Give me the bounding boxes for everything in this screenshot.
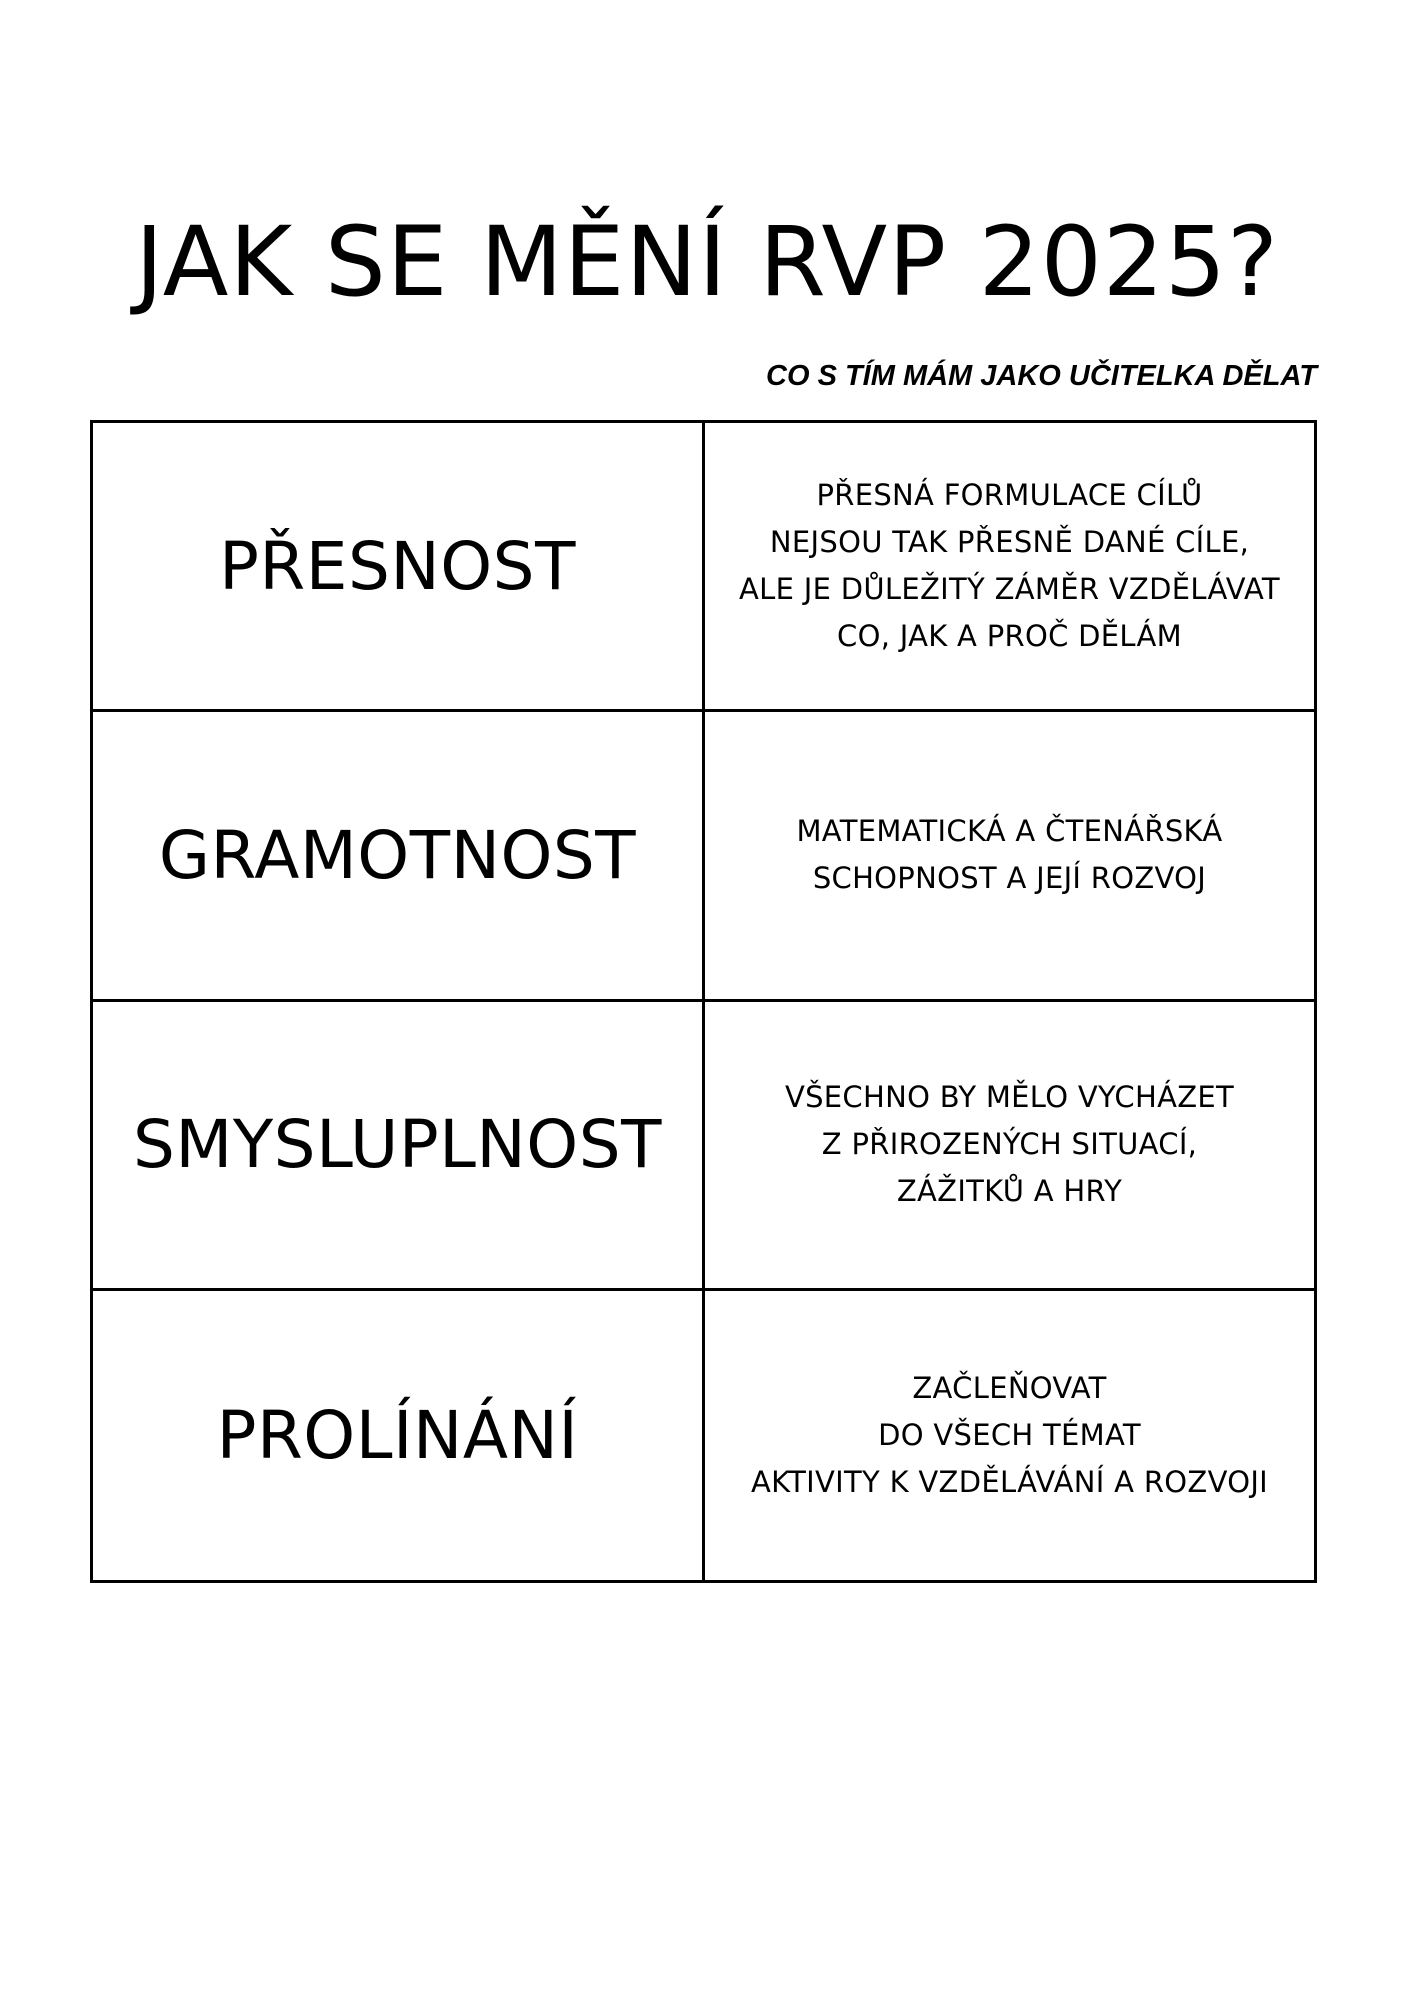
row-1-description [705,423,1314,712]
row-4-line-1: ZAČLEŇOVAT [912,1370,1107,1405]
page-title: JAK SE MĚNÍ RVP 2025? [135,206,1279,319]
row-3-line-3: ZÁŽITKŮ A HRY [896,1174,1123,1209]
row-1-line-2: NEJSOU TAK PŘESNĚ DANÉ CÍLE, [769,525,1250,560]
row-2-description [705,712,1314,1001]
page-subtitle: CO S TÍM MÁM JAKO UČITELKA DĚLAT [766,360,1317,392]
row-2-line-2: SCHOPNOST A JEJÍ ROZVOJ [812,861,1207,896]
row-1-line-3: ALE JE DŮLEŽITÝ ZÁMĚR VZDĚLÁVAT [739,572,1280,607]
row-2-key: GRAMOTNOST [93,712,705,1001]
row-4-line-3: AKTIVITY K VZDĚLÁVÁNÍ A ROZVOJI [750,1464,1269,1499]
row-3-line-1: VŠECHNO BY MĚLO VYCHÁZET [784,1080,1235,1115]
row-4-line-2: DO VŠECH TÉMAT [878,1417,1141,1452]
row-1-line-4: CO, JAK A PROČ DĚLÁM [837,619,1182,654]
row-3-description [705,1002,1314,1291]
row-1-key: PŘESNOST [93,423,705,712]
row-4-description [705,1291,1314,1580]
row-2-line-1: MATEMATICKÁ A ČTENÁŘSKÁ [796,814,1223,849]
row-3-key: SMYSLUPLNOST [93,1002,705,1291]
rvp-table [90,420,1317,1583]
row-3-line-2: Z PŘIROZENÝCH SITUACÍ, [821,1127,1198,1162]
row-4-key: PROLÍNÁNÍ [93,1291,705,1580]
row-1-line-1: PŘESNÁ FORMULACE CÍLŮ [816,478,1203,513]
